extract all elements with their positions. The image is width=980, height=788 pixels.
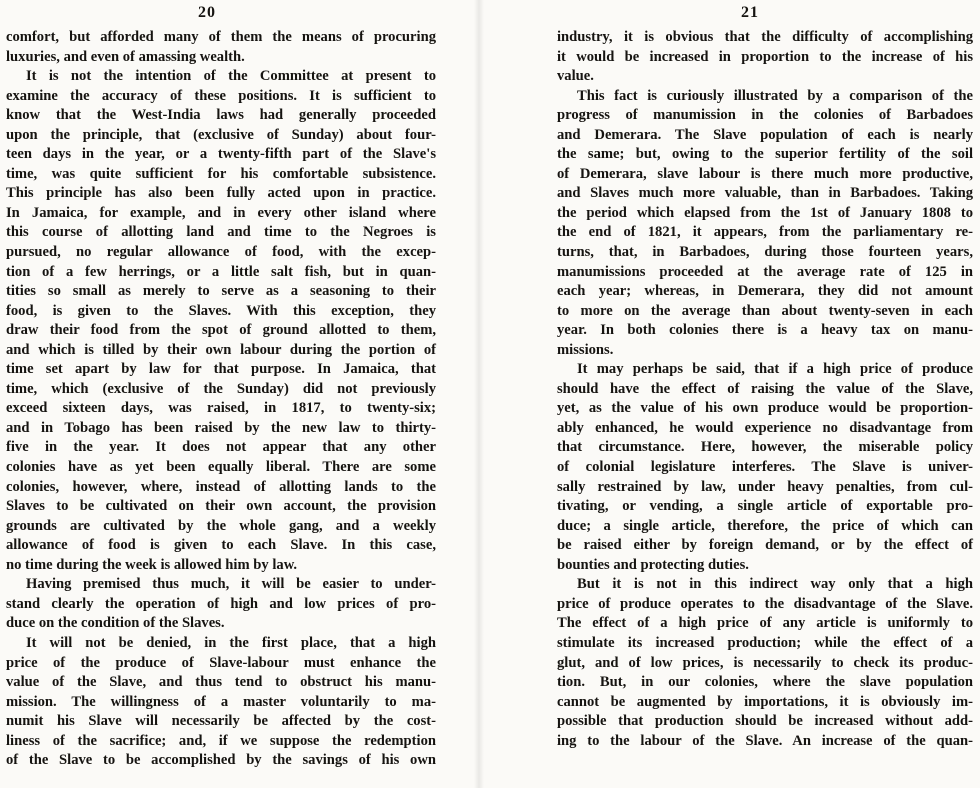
text-line: numit his Slave will necessarily be affected by the cost- <box>6 713 436 730</box>
text-line: be raised either by foreign demand, or by the effect of <box>557 537 973 554</box>
text-line: price of the produce of Slave-labour must enhance the <box>6 654 436 671</box>
text-line: luxuries, and even of amassing wealth. <box>6 48 245 65</box>
right-page-text <box>557 28 973 751</box>
text-line: and Slaves much more valuable, than in Barbadoes. Taking <box>557 185 973 202</box>
text-line: price of produce operates to the disadvantage of the Slave. <box>557 595 973 612</box>
text-line: of colonial legislature interferes. The Slave is univer- <box>557 459 973 476</box>
text-line: missions. <box>557 341 614 358</box>
text-line: colonies, however, where, instead of allotting lands to the <box>6 478 436 495</box>
text-line: comfort, but afforded many of them the means of procuring <box>6 29 436 45</box>
text-line: year. In both colonies there is a heavy tax on manu- <box>557 322 973 339</box>
text-line: possible that production should be increased without add- <box>557 713 973 730</box>
text-line: liness of the sacrifice; and, if we suppose the redemption <box>6 732 436 749</box>
text-line: duce; a single article, therefore, the price of which can <box>557 517 973 534</box>
text-line: industry, it is obvious that the difficulty of accomplishing <box>557 29 973 45</box>
page-number-left: 20 <box>198 4 216 21</box>
text-line: But it is not in this indirect way only that a high <box>577 576 973 593</box>
text-line: It may perhaps be said, that if a high price of produce <box>577 361 973 378</box>
text-line: tion of a few herrings, or a little salt fish, but in quan- <box>6 263 436 280</box>
right-page <box>488 0 980 788</box>
text-line: and which is tilled by their own labour during the portion of <box>6 341 436 358</box>
text-line: know that the West-India laws had generally proceeded <box>6 107 436 124</box>
text-line: yet, as the value of his own produce would be proportion- <box>557 400 973 417</box>
book-gutter <box>474 0 484 788</box>
text-line: no time during the week is allowed him by law. <box>6 556 298 573</box>
text-line: grounds are cultivated by the whole gang, and a weekly <box>6 517 436 534</box>
text-line: tivating, or vending, a single article of exportable pro- <box>557 498 973 515</box>
text-line: progress of manumission in the colonies of Barbadoes <box>557 107 973 124</box>
text-line: ably enhanced, he would experience no disadvantage from <box>557 419 973 436</box>
text-line: the same; but, owing to the superior fertility of the soil <box>557 146 973 163</box>
text-line: mission. The willingness of a master voluntarily to ma- <box>6 693 436 710</box>
text-line: glut, and of low prices, is necessarily to check its produc- <box>557 654 973 671</box>
text-line: allowance of food is given to each Slave. In this case, <box>6 537 436 554</box>
text-line: of the Slave to be accomplished by the savings of his own <box>6 752 436 769</box>
text-line: this course of allotting land and time to the Negroes is <box>6 224 436 241</box>
text-line: time, was quite sufficient for his comfortable subsistence. <box>6 165 436 182</box>
text-line: exceed sixteen days, was raised, in 1817, to twenty-six; <box>6 400 436 417</box>
text-line: five in the year. It does not appear that any other <box>6 439 436 456</box>
text-line: turns, that, in Barbadoes, during those fourteen years, <box>557 244 973 261</box>
text-line: the period which elapsed from the 1st of January 1808 to <box>557 204 973 221</box>
text-line: sally restrained by law, under heavy penalties, from cul- <box>557 478 973 495</box>
text-line: stimulate its increased production; while the effect of a <box>557 634 973 651</box>
text-line: should have the effect of raising the value of the Slave, <box>557 380 973 397</box>
text-line: duce on the condition of the Slaves. <box>6 615 225 632</box>
text-line: tities so small as merely to serve as a seasoning to their <box>6 283 436 300</box>
text-line: pursued, no regular allowance of food, with the excep- <box>6 244 436 261</box>
text-line: cannot be augmented by importations, it is obviously im- <box>557 693 973 710</box>
text-line: time set apart by law for that purpose. In Jamaica, that <box>6 361 436 378</box>
left-page-text <box>6 28 436 771</box>
text-line: This principle has also been fully acted upon in practice. <box>6 185 436 202</box>
text-line: upon the principle, that (exclusive of Sunday) about four- <box>6 126 436 143</box>
text-line: examine the accuracy of these positions. It is sufficient to <box>6 87 436 104</box>
text-line: and Demerara. The Slave population of each is nearly <box>557 126 973 143</box>
text-line: to more on the average than about twenty-seven in each <box>557 302 973 319</box>
text-line: that circumstance. Here, however, the miserable policy <box>557 439 973 456</box>
text-line: This fact is curiously illustrated by a comparison of the <box>577 87 973 104</box>
text-line: The effect of a high price of any article is uniformly to <box>557 615 973 632</box>
text-line: It is not the intention of the Committee at present to <box>26 68 436 85</box>
text-line: teen days in the year, or a twenty-fifth part of the Slave's <box>6 146 436 163</box>
text-line: bounties and protecting duties. <box>557 556 749 573</box>
text-line: ing to the labour of the Slave. An increase of the quan- <box>557 732 973 749</box>
text-line: manumissions proceeded at the average rate of 125 in <box>557 263 973 280</box>
text-line: It will not be denied, in the first place, that a high <box>26 634 436 651</box>
text-line: food, is given to the Slaves. With this exception, they <box>6 302 436 319</box>
text-line: it would be increased in proportion to the increase of his <box>557 48 973 65</box>
text-line: time, which (exclusive of the Sunday) did not previously <box>6 380 436 397</box>
text-line: tion. But, in our colonies, where the slave population <box>557 674 973 691</box>
text-line: colonies have as yet been equally liberal. There are some <box>6 459 436 476</box>
text-line: of Demerara, slave labour is there much more productive, <box>557 165 973 182</box>
text-line: Slaves to be cultivated on their own account, the provision <box>6 498 436 515</box>
text-line: the end of 1821, it appears, from the parliamentary re- <box>557 224 973 241</box>
text-line: value of the Slave, and thus tend to obstruct his manu- <box>6 674 436 691</box>
text-line: each year; whereas, in Demerara, they did not amount <box>557 283 973 300</box>
page-number-right: 21 <box>741 4 759 21</box>
text-line: and in Tobago has been raised by the new law to thirty- <box>6 419 436 436</box>
text-line: value. <box>557 68 594 85</box>
text-line: stand clearly the operation of high and low prices of pro- <box>6 595 436 612</box>
text-line: In Jamaica, for example, and in every other island where <box>6 204 436 221</box>
text-line: Having premised thus much, it will be easier to under- <box>26 576 436 593</box>
text-line: draw their food from the spot of ground allotted to them, <box>6 322 436 339</box>
left-page <box>0 0 470 788</box>
